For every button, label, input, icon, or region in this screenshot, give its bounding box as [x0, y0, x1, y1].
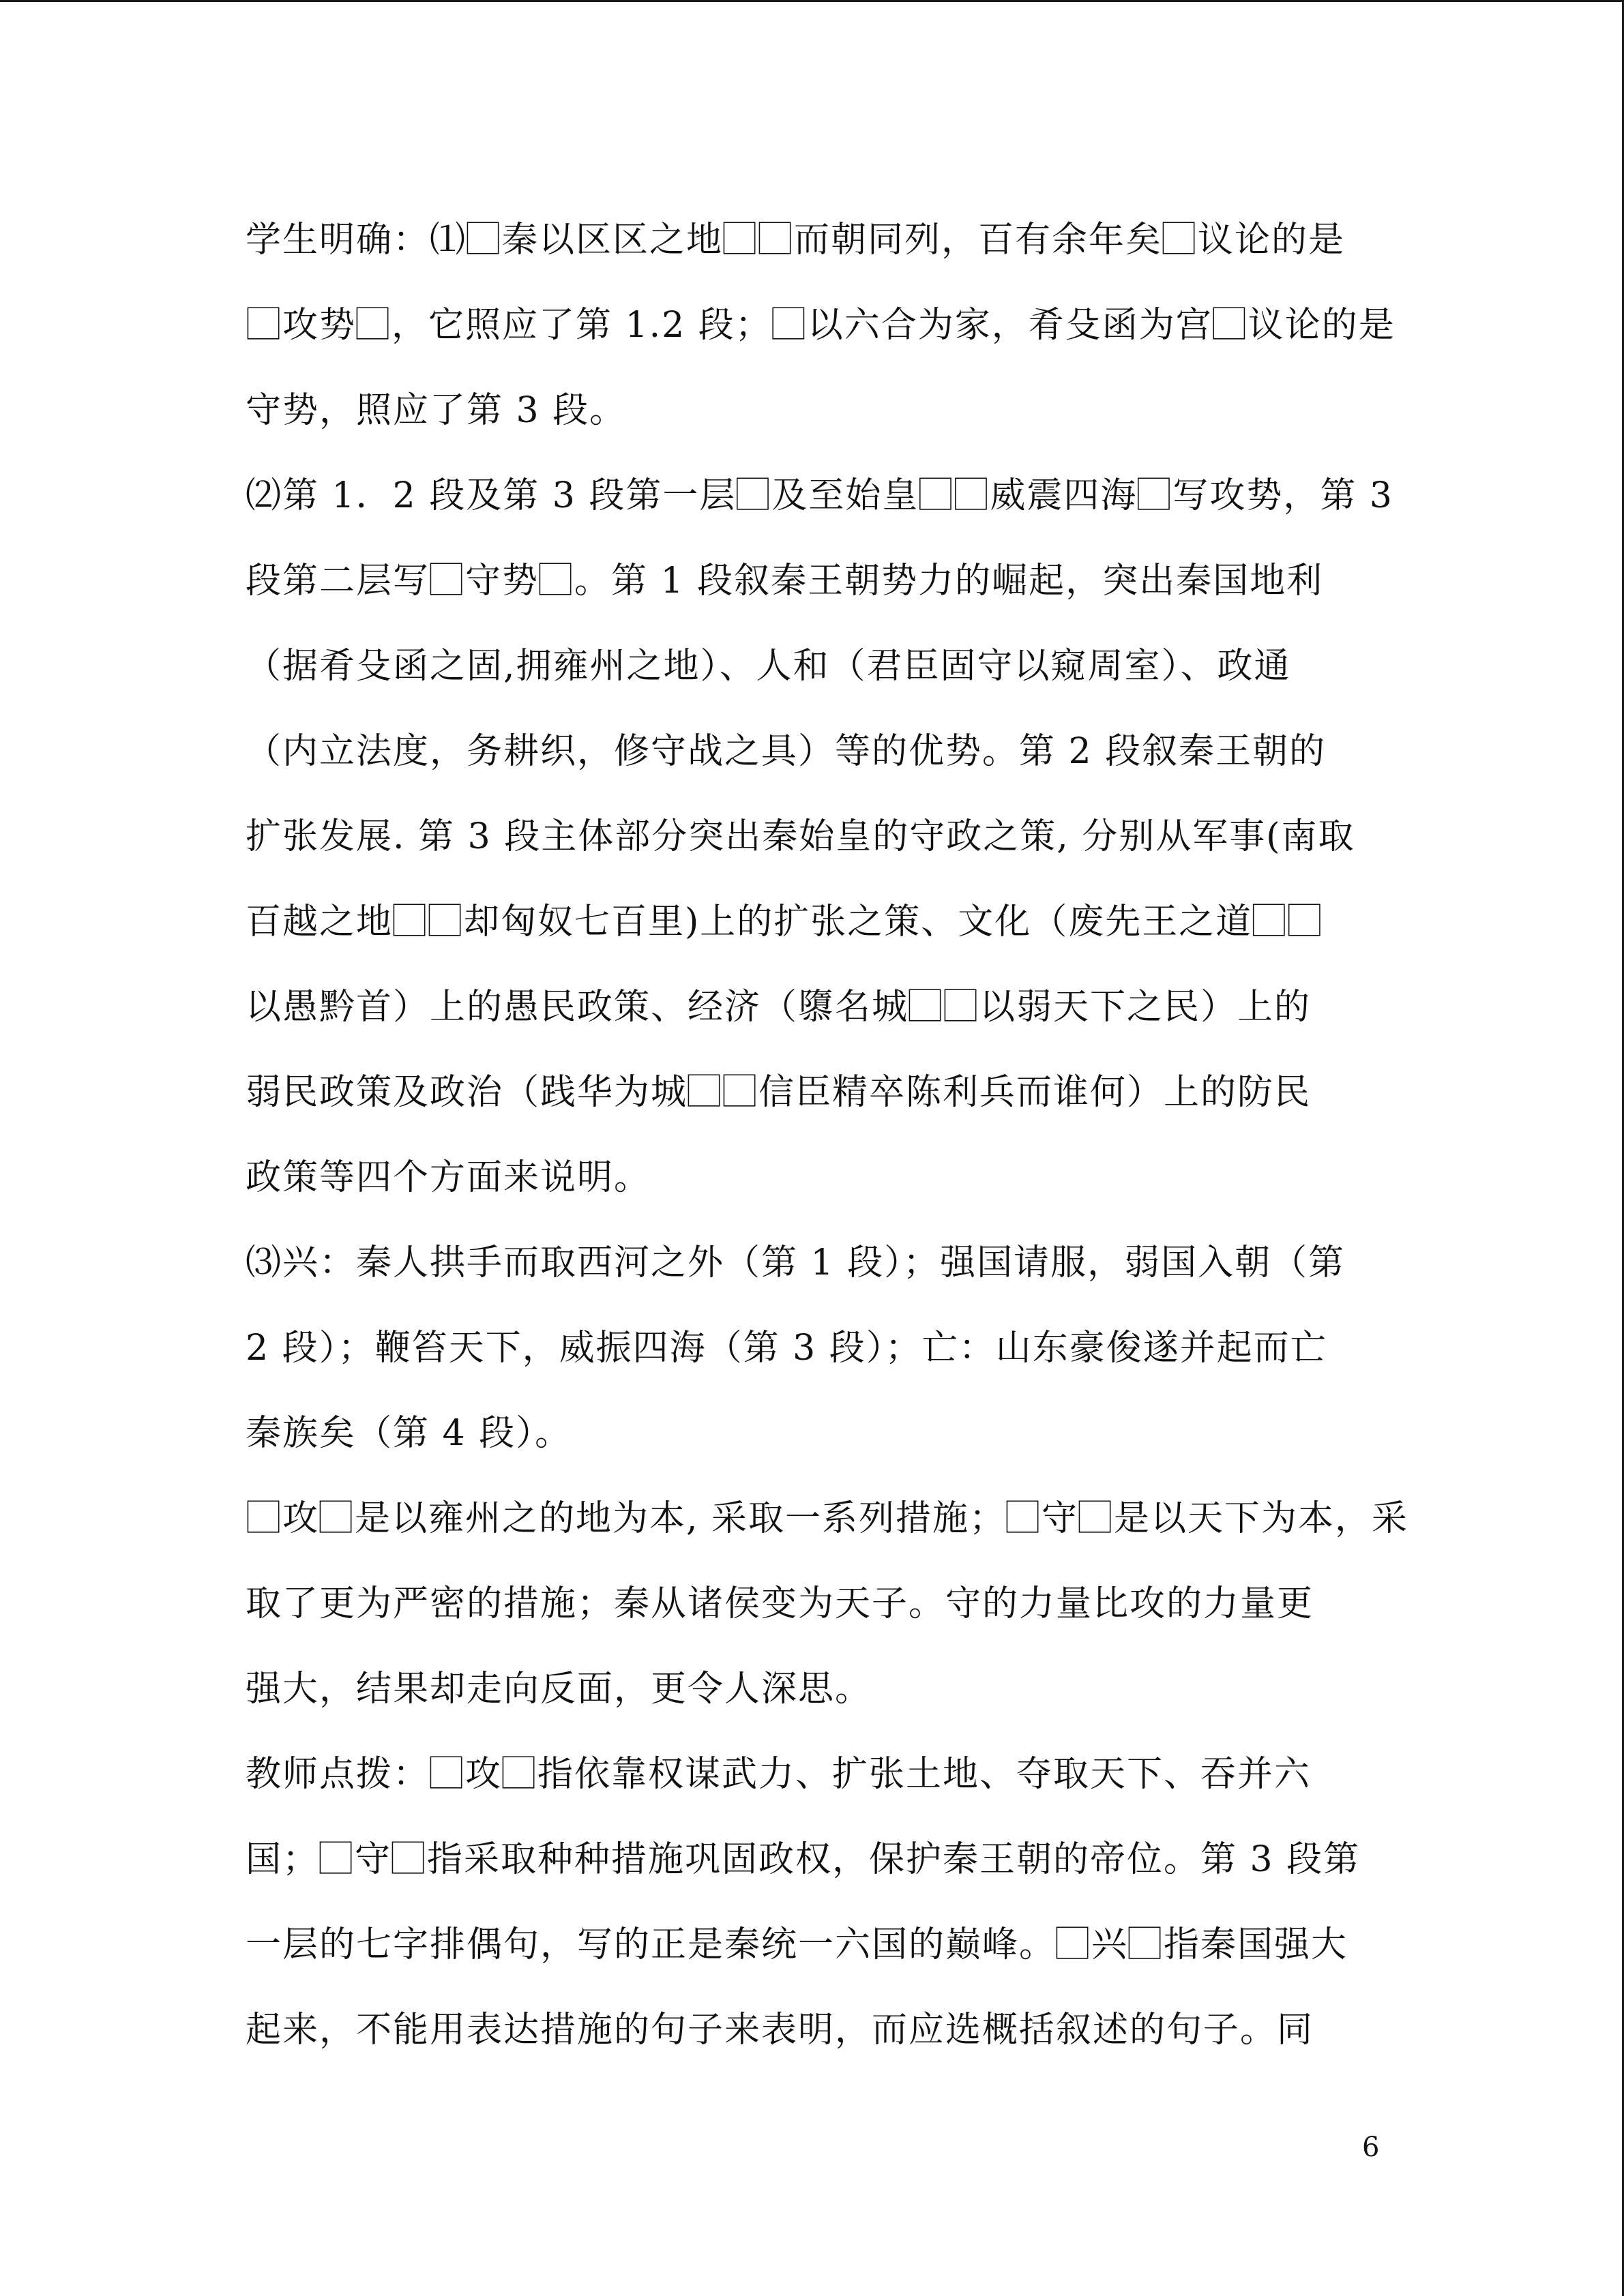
text-line: 教师点拨：⃞攻⃞指依靠权谋武力、扩张土地、夺取天下、吞并六 [246, 1754, 1312, 1795]
text-line: 取了更为严密的措施；秦从诸侯变为天子。守的力量比攻的力量更 [246, 1583, 1314, 1624]
text-line: ⑵第 1．2 段及第 3 段第一层⃞及至始皇⃞⃞威震四海⃞写攻势，第 3 [246, 475, 1393, 516]
page-border-top [0, 0, 1624, 2]
text-line: 守势，照应了第 3 段。 [246, 390, 627, 431]
text-line: 政策等四个方面来说明。 [246, 1157, 651, 1198]
text-line: 一层的七字排偶句，写的正是秦统一六国的巅峰。⃞兴⃞指秦国强大 [246, 1924, 1348, 1965]
text-line: （内立法度，务耕织，修守战之具）等的优势。第 2 段叙秦王朝的 [246, 731, 1327, 772]
text-line: ⃞攻势⃞，它照应了第 1.2 段；⃞以六合为家，肴殳函为宫⃞议论的是 [246, 305, 1396, 346]
text-line: 学生明确：⑴⃞秦以区区之地⃞⃞而朝同列，百有余年矣⃞议论的是 [246, 220, 1346, 260]
text-line: （据肴殳函之固,拥雍州之地）、人和（君臣固守以窥周室）、政通 [246, 646, 1291, 687]
text-line: ⃞攻⃞是以雍州之的地为本, 采取一系列措施；⃞守⃞是以天下为本，采 [246, 1498, 1409, 1539]
text-line: 2 段）；鞭笞天下，威振四海（第 3 段）；亡：山东豪俊遂并起而亡 [246, 1328, 1327, 1369]
text-line: ⑶兴：秦人拱手而取西河之外（第 1 段）；强国请服，弱国入朝（第 [246, 1242, 1346, 1283]
page-number: 6 [1362, 2132, 1380, 2163]
text-line: 段第二层写⃞守势⃞。第 1 段叙秦王朝势力的崛起，突出秦国地利 [246, 561, 1324, 601]
text-line: 起来，不能用表达措施的句子来表明，而应选概括叙述的句子。同 [246, 2010, 1314, 2051]
text-line: 弱民政策及政治（践华为城⃞⃞信臣精卒陈利兵而谁何）上的防民 [246, 1072, 1312, 1113]
text-line: 以愚黔首）上的愚民政策、经济（隳名城⃞⃞以弱天下之民）上的 [246, 987, 1312, 1028]
text-line: 扩张发展. 第 3 段主体部分突出秦始皇的守政之策, 分别从军事(南取 [246, 816, 1355, 857]
text-line: 国；⃞守⃞指采取种种措施巩固政权，保护秦王朝的帝位。第 3 段第 [246, 1839, 1361, 1880]
text-line: 秦族矣（第 4 段）。 [246, 1413, 572, 1454]
document-body [246, 213, 1409, 2088]
text-line: 百越之地⃞⃞却匈奴七百里)上的扩张之策、文化（废先王之道⃞⃞ [246, 901, 1324, 942]
text-line: 强大，结果却走向反面，更令人深思。 [246, 1669, 872, 1710]
